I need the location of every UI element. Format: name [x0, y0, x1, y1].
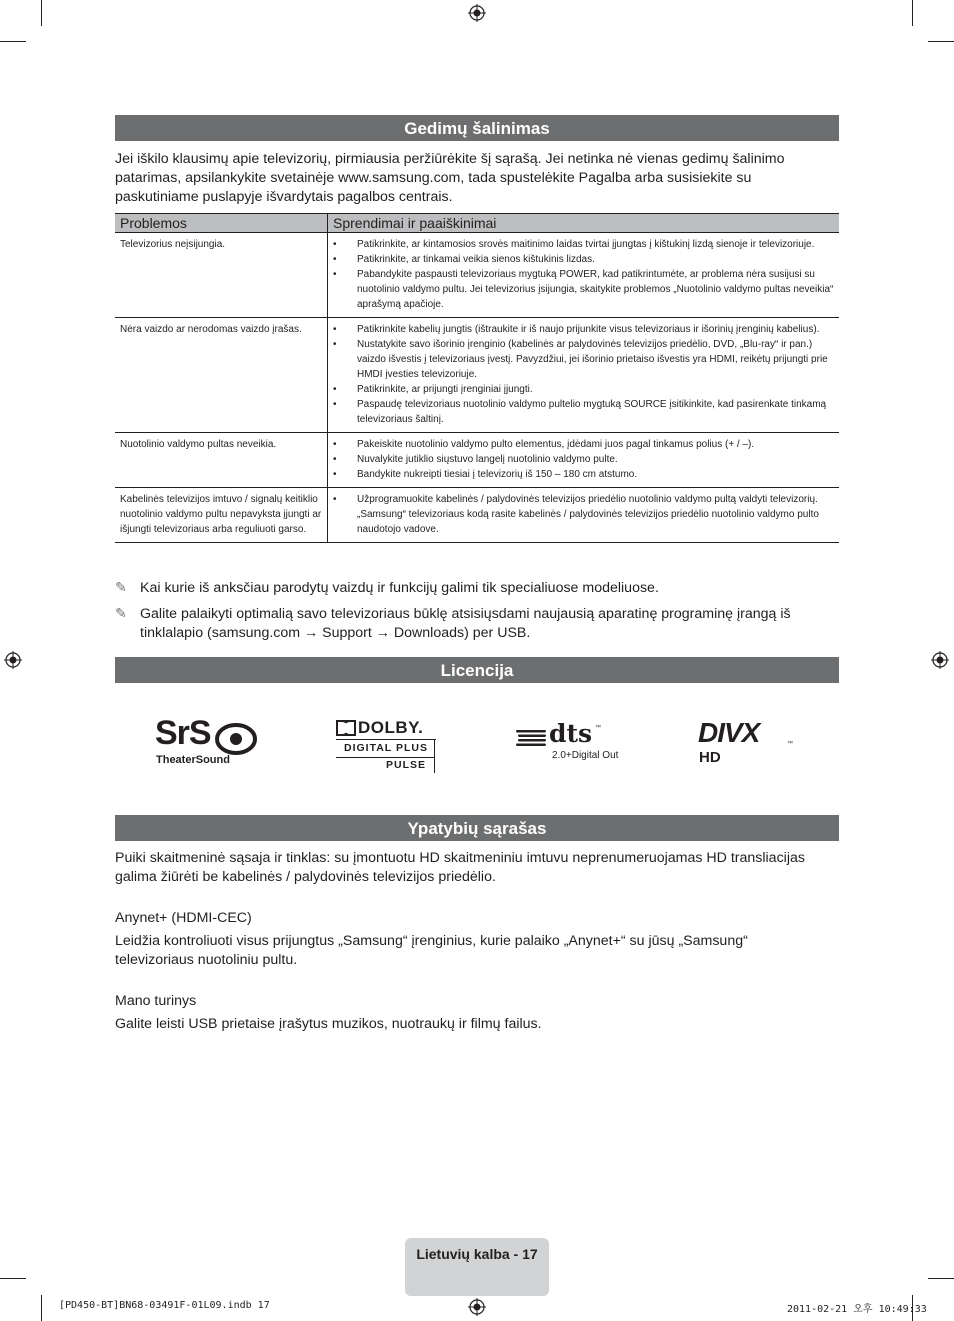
divx-hd-text: HD	[699, 749, 721, 766]
dts-logo-subtext: 2.0+Digital Out	[552, 750, 619, 761]
page-label: Lietuvių kalba - 17	[416, 1246, 538, 1262]
pencil-note-icon: ✎	[115, 606, 127, 622]
feature-text-my-content: Galite leisti USB prietaise įrašytus muzikos, nuotraukų ir filmų failus.	[115, 1016, 542, 1032]
feature-title-my-content: Mano turinys	[115, 993, 197, 1009]
note-text: Galite palaikyti optimalią savo televizoriaus būklę atsisiųsdami naujausią aparatinę programinę įrangą iš tinklalapio (samsung.com → Support → Downloads) per USB.	[140, 606, 791, 641]
dts-trademark: ™	[595, 725, 601, 731]
note	[115, 605, 815, 643]
crop-mark	[0, 41, 26, 42]
registration-mark-icon	[468, 1298, 486, 1316]
crop-mark	[41, 1295, 42, 1321]
table-row	[115, 433, 839, 488]
troubleshooting-table	[115, 213, 839, 543]
dts-logo	[516, 719, 621, 767]
page-number-tab	[405, 1238, 549, 1296]
table-header-solutions: Sprendimai ir paaiškinimai	[328, 214, 840, 233]
print-slug-right: 2011-02-21 오후 10:49:33	[787, 1304, 927, 1315]
solution-item: • Paspaudę televizoriaus nuotolinio valdymo pultelio mygtuką SOURCE įsitikinkite, kad pasirenkate tinkamą televizoriaus šaltinį.	[357, 397, 834, 427]
srs-theatersound-logo	[155, 714, 265, 770]
dolby-digital-plus-text: DIGITAL PLUS	[344, 742, 428, 754]
solutions-cell	[328, 318, 840, 433]
pencil-note-icon: ✎	[115, 580, 127, 596]
divx-hd-logo	[698, 717, 798, 767]
registration-mark-icon	[931, 651, 949, 669]
divx-logo-text: DIVX	[698, 717, 760, 748]
note-text: Kai kurie iš anksčiau parodytų vaizdų ir funkcijų galimi tik specialiuose modeliuose.	[140, 580, 659, 596]
dolby-double-d-icon	[336, 720, 356, 736]
print-slug-left: [PD450-BT]BN68-03491F-01L09.indb 17	[59, 1300, 270, 1311]
solutions-list	[333, 322, 834, 427]
table-header-problems: Problemos	[115, 214, 328, 233]
dts-swoosh-icon	[516, 729, 546, 747]
solutions-cell	[328, 233, 840, 318]
features-intro: Puiki skaitmeninė sąsaja ir tinklas: su įmontuotu HD skaitmeniniu imtuvu neprenumeruojamas HD transliacijas galima žiūrėti be kabelinės / palydovinės televizijos priedėlio.	[115, 850, 805, 885]
dolby-pulse-text: PULSE	[386, 759, 427, 771]
note	[115, 579, 815, 598]
solution-item: • Patikrinkite, ar kintamosios srovės maitinimo laidas tvirtai įjungtas į kištukinį lizdą sienoje ir televizoriuje.	[357, 237, 834, 252]
dts-logo-text: dts	[549, 719, 593, 748]
solution-item: • Patikrinkite, ar tinkamai veikia sienos kištukinis lizdas.	[357, 252, 834, 267]
solution-item: • Pakeiskite nuotolinio valdymo pulto elementus, įdėdami juos pagal tinkamus polius (+ / –).	[357, 437, 834, 452]
section-title-license: Licencija	[115, 657, 839, 683]
problem-cell: Televizorius neįsijungia.	[115, 233, 328, 318]
crop-mark	[0, 1278, 26, 1279]
table-row	[115, 233, 839, 318]
solution-item: • Patikrinkite, ar prijungti įrenginiai įjungti.	[357, 382, 834, 397]
crop-mark	[41, 0, 42, 26]
solutions-list	[333, 437, 834, 482]
registration-mark-icon	[4, 651, 22, 669]
crop-mark	[928, 1278, 954, 1279]
problem-cell: Nėra vaizdo ar nerodomas vaizdo įrašas.	[115, 318, 328, 433]
srs-logo-subtext: TheaterSound	[156, 754, 230, 766]
feature-text-anynet: Leidžia kontroliuoti visus prijungtus „Samsung“ įrenginius, kurie palaiko „Anynet+“ su jūsų „Samsung“ televizoriaus nuotoliniu pultu.	[115, 933, 748, 968]
table-row	[115, 318, 839, 433]
section-title-features: Ypatybių sąrašas	[115, 815, 839, 841]
solutions-list	[333, 492, 834, 537]
solutions-cell	[328, 433, 840, 488]
solution-item: • Nuvalykite jutiklio siųstuvo langelį nuotolinio valdymo pulte.	[357, 452, 834, 467]
feature-title-anynet: Anynet+ (HDMI-CEC)	[115, 910, 252, 926]
troubleshooting-intro: Jei iškilo klausimų apie televizorių, pirmiausia peržiūrėkite šį sąrašą. Jei netinka nė vienas gedimų šalinimo patarimas, apsilankykite svetainėje www.samsung.com, tada spustelėkite Pagalba arba susisiekite su paskutiniame puslapyje išvardytais pagalbos centrais.	[115, 151, 785, 205]
solution-item: • Patikrinkite kabelių jungtis (ištraukite ir iš naujo prijunkite visus televizoriaus ir išorinių įrenginių kabelius).	[357, 322, 834, 337]
solution-item: • Pabandykite paspausti televizoriaus mygtuką POWER, kad patikrintumėte, ar problema nėra susijusi su nuotolinio valdymo pultu. Jei televizorius įsijungia, skaitykite problemos „Nuotolinio valdymo pultas neveikia“ aprašymą apačioje.	[357, 267, 834, 312]
solution-item: • Nustatykite savo išorinio įrenginio (kabelinės ar palydovinės televizijos priedėlio, DVD, „Blu-ray“ ir pan.) vaizdo išvestis į televizoriaus įvestį. Pavyzdžiui, jei išorinio prietaiso išvestis yra HDMI, reikėtų prijungti prie HMDI įvesties televizoriuje.	[357, 337, 834, 382]
solution-item: • Užprogramuokite kabelinės / palydovinės televizijos priedėlio nuotolinio valdymo pultą valdyti televizorių. „Samsung“ televizoriaus kodą rasite kabelinės / palydovinės televizijos priedėlio nuotolinio valdymo pulto naudotojo vadove.	[357, 492, 834, 537]
registration-mark-icon	[468, 4, 486, 22]
dolby-digital-plus-pulse-logo	[336, 719, 438, 773]
solution-item: • Bandykite nukreipti tiesiai į televizorių iš 150 – 180 cm atstumo.	[357, 467, 834, 482]
table-row	[115, 488, 839, 543]
problem-cell: Kabelinės televizijos imtuvo / signalų keitiklio nuotolinio valdymo pultu nepavyksta įjungti ar išjungti televizoriaus arba reguliuoti garso.	[115, 488, 328, 543]
crop-mark	[928, 41, 954, 42]
solutions-list	[333, 237, 834, 312]
dolby-logo-text: DOLBY.	[358, 718, 424, 737]
crop-mark	[912, 0, 913, 26]
problem-cell: Nuotolinio valdymo pultas neveikia.	[115, 433, 328, 488]
srs-logo-text: SrS	[155, 714, 211, 752]
section-title-troubleshooting: Gedimų šalinimas	[115, 115, 839, 141]
solutions-cell	[328, 488, 840, 543]
srs-circle-icon	[215, 722, 257, 756]
divx-trademark: ™	[787, 741, 793, 747]
